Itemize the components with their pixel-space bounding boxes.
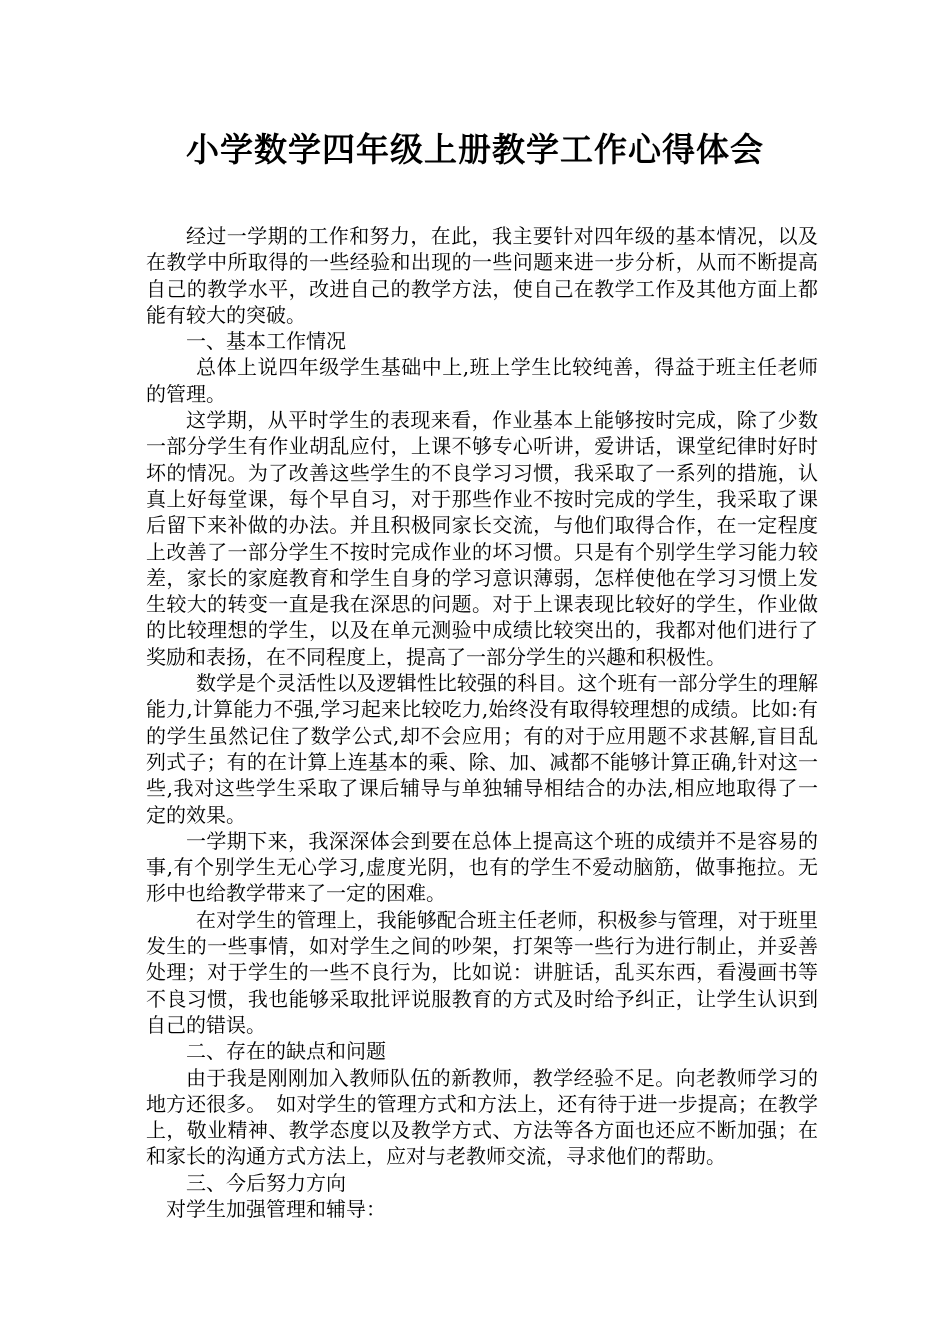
document-title: 小学数学四年级上册教学工作心得体会 bbox=[186, 130, 764, 169]
paragraph-new-teacher: 由于我是刚刚加入教师队伍的新教师，教学经验不足。向老教师学习的地方还很多。 如对学生的管理方式和方法上，还有待于进一步提高；在教学上，敬业精神、教学态度以及教学方式、方法等各方面也还应不断加强；在和家长的沟通方式方法上，应对与老教师交流，寻求他们的帮助。 bbox=[146, 1065, 818, 1169]
paragraph-intro: 经过一学期的工作和努力，在此，我主要针对四年级的基本情况，以及在教学中所取得的一些经验和出现的一些问题来进一步分析，从而不断提高自己的教学水平，改进自己的教学方法，使自己在教学工作及其他方面上都能有较大的突破。 bbox=[146, 224, 818, 327]
paragraph-student-management: 在对学生的管理上，我能够配合班主任老师，积极参与管理，对于班里发生的一些事情，如对学生之间的吵架，打架等一些行为进行制止，并妥善处理；对于学生的一些不良行为，比如说：讲脏话，乱买东西，看漫画书等不良习惯，我也能够采取批评说服教育的方式及时给予纠正，让学生认识到自己的错误。 bbox=[146, 907, 818, 1037]
section-heading-future-direction: 三、今后努力方向 bbox=[186, 1170, 346, 1195]
paragraph-overall: 总体上说四年级学生基础中上,班上学生比较纯善，得益于班主任老师的管理。 bbox=[146, 355, 818, 406]
section-heading-problems: 二、存在的缺点和问题 bbox=[186, 1039, 386, 1064]
document-body bbox=[146, 223, 818, 1222]
paragraph-math-subject: 数学是个灵活性以及逻辑性比较强的科目。这个班有一部分学生的理解能力,计算能力不强,学习起来比较吃力,始终没有取得较理想的成绩。比如:有的学生虽然记住了数学公式,却不会应用；有的对于应用题不求甚解,盲目乱列式子；有的在计算上连基本的乘、除、加、减都不能够计算正确,针对这一些,我对这些学生采取了课后辅导与单独辅导相结合的办法,相应地取得了一定的效果。 bbox=[146, 671, 818, 827]
paragraph-semester-reflection: 一学期下来，我深深体会到要在总体上提高这个班的成绩并不是容易的事,有个别学生无心学习,虚度光阴，也有的学生不爱动脑筋，做事拖拉。无形中也给教学带来了一定的困难。 bbox=[146, 828, 818, 906]
section-heading-basic-work: 一、基本工作情况 bbox=[186, 329, 346, 354]
paragraph-strengthen-management: 对学生加强管理和辅导： bbox=[166, 1196, 386, 1221]
paragraph-this-semester: 这学期，从平时学生的表现来看，作业基本上能够按时完成，除了少数一部分学生有作业胡乱应付，上课不够专心听讲，爱讲话，课堂纪律时好时坏的情况。为了改善这些学生的不良学习习惯，我采取了一系列的措施，认真上好每堂课，每个早自习，对于那些作业不按时完成的学生，我采取了课后留下来补做的办法。并且积极同家长交流，与他们取得合作，在一定程度上改善了一部分学生不按时完成作业的坏习惯。只是有个别学生学习能力较差，家长的家庭教育和学生自身的学习意识薄弱，怎样使他在学习习惯上发生较大的转变一直是我在深思的问题。对于上课表现比较好的学生，作业做的比较理想的学生，以及在单元测验中成绩比较突出的，我都对他们进行了奖励和表扬，在不同程度上，提高了一部分学生的兴趣和积极性。 bbox=[146, 408, 818, 669]
